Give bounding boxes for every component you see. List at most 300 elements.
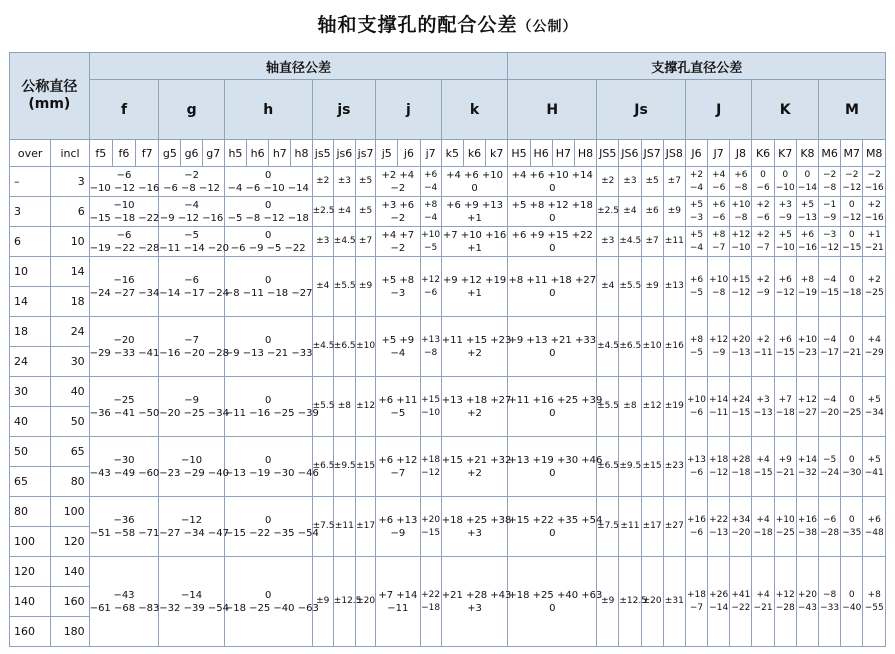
JS-tolerance-cell: ±3 — [597, 227, 619, 257]
tolerance-lower: −21 — [842, 347, 862, 358]
tolerance-lower: −35 — [842, 527, 862, 538]
size-incl: 140 — [51, 557, 89, 587]
J6-tolerance-cell — [685, 167, 707, 197]
size-incl: 160 — [51, 587, 89, 617]
size-incl: 3 — [51, 167, 89, 197]
tolerance-lower: −24 −27 −34 — [89, 287, 160, 299]
tolerance-upper: +18 — [421, 454, 441, 465]
tolerance-upper: +11 +15 +23 — [441, 334, 512, 346]
J7-tolerance-cell — [708, 557, 730, 647]
tolerance-upper: +6 +11 — [378, 394, 418, 406]
j7-tolerance-cell — [420, 197, 441, 227]
tolerance-lower: −11 — [709, 407, 729, 418]
tolerance-upper: +15 — [421, 394, 441, 405]
tolerance-upper: −6 — [184, 274, 199, 286]
size-over: 18 — [10, 317, 51, 347]
tolerance-lower: −21 — [775, 467, 795, 478]
title-main: 轴和支撑孔的配合公差 — [317, 14, 518, 36]
tolerance-upper: −10 — [113, 199, 135, 211]
tolerance-lower: −25 — [775, 527, 795, 538]
tolerance-upper: +34 — [731, 514, 751, 525]
J8-tolerance-cell — [730, 197, 752, 227]
tolerance-upper: +14 — [709, 394, 729, 405]
J7-tolerance-cell — [708, 497, 730, 557]
tolerance-upper: +41 — [731, 589, 751, 600]
JS-tolerance-cell: ±2.5 — [597, 197, 619, 227]
tolerance-upper: +14 — [797, 454, 817, 465]
grade-header: h8 — [291, 140, 312, 167]
tolerance-upper: +16 — [686, 514, 706, 525]
tolerance-lower: −6 −9 −5 −22 — [230, 242, 306, 254]
tolerance-lower: 0 — [549, 182, 556, 194]
size-over: 160 — [10, 617, 51, 647]
tolerance-upper: +15 +21 +32 — [441, 454, 512, 466]
tolerance-class-header: J — [685, 80, 752, 140]
js-tolerance-cell: ±9 — [312, 557, 333, 647]
tolerance-lower: −20 −25 −34 — [159, 407, 229, 419]
M7-tolerance-cell — [841, 317, 863, 377]
tolerance-lower: −25 — [864, 287, 884, 298]
tolerance-upper: +2 +4 — [381, 169, 415, 181]
tolerance-upper: −2 — [867, 169, 881, 180]
js-tolerance-cell: ±12 — [355, 377, 375, 437]
tolerance-upper: +5 +8 +12 +18 — [511, 199, 593, 211]
tolerance-lower: −22 — [731, 602, 751, 613]
tolerance-upper: 0 — [848, 514, 855, 525]
M8-tolerance-cell — [863, 167, 886, 197]
g-tolerance-cell — [159, 317, 229, 377]
M7-tolerance-cell — [841, 557, 863, 647]
tolerance-upper: −2 — [845, 169, 859, 180]
J6-tolerance-cell — [685, 377, 707, 437]
nominal-diameter-header — [10, 53, 90, 140]
JS-tolerance-cell: ±2 — [597, 167, 619, 197]
tolerance-upper: +16 — [797, 514, 817, 525]
tolerance-lower: −10 −12 −16 — [89, 182, 160, 194]
j5-j6-tolerance-cell — [376, 197, 420, 227]
tolerance-upper: +2 — [867, 274, 881, 285]
grade-header: js7 — [355, 140, 375, 167]
hole-tolerance-header: 支撑孔直径公差 — [508, 53, 886, 80]
JS-tolerance-cell: ±6 — [641, 197, 663, 227]
JS-tolerance-cell: ±11 — [619, 497, 641, 557]
tolerance-upper: −36 — [113, 514, 135, 526]
grade-header: JS7 — [641, 140, 663, 167]
grade-header: H7 — [552, 140, 574, 167]
tolerance-upper: −5 — [184, 229, 199, 241]
js-tolerance-cell: ±6.5 — [312, 437, 333, 497]
grade-header: k7 — [486, 140, 508, 167]
tolerance-lower: −16 −20 −28 — [159, 347, 229, 359]
H-tolerance-cell — [508, 197, 597, 227]
K8-tolerance-cell — [796, 377, 818, 437]
j5-j6-tolerance-cell — [376, 437, 420, 497]
tolerance-upper: +8 — [800, 274, 815, 285]
js-tolerance-cell: ±10 — [355, 317, 375, 377]
js-tolerance-cell: ±8 — [333, 377, 355, 437]
M7-tolerance-cell — [841, 227, 863, 257]
tolerance-upper: −6 — [822, 514, 837, 525]
tolerance-upper: +4 — [756, 589, 770, 600]
size-over: 10 — [10, 257, 51, 287]
H-tolerance-cell — [508, 437, 603, 497]
tolerance-upper: +8 +11 +18 +27 — [508, 274, 597, 286]
tolerance-lower: −6 −8 −12 — [163, 182, 221, 194]
JS-tolerance-cell: ±9 — [663, 197, 685, 227]
JS-tolerance-cell: ±7 — [663, 167, 685, 197]
M7-tolerance-cell — [841, 377, 863, 437]
K7-tolerance-cell — [774, 377, 796, 437]
grade-header: f7 — [136, 140, 159, 167]
J8-tolerance-cell — [730, 167, 752, 197]
tolerance-upper: +20 — [731, 334, 751, 345]
tolerance-lower: −7 — [390, 467, 406, 479]
tolerance-upper: 0 — [760, 169, 766, 180]
tolerance-lower: −12 — [709, 467, 729, 478]
tolerance-lower: 0 — [549, 602, 556, 614]
K6-tolerance-cell — [752, 557, 774, 647]
size-incl: 14 — [51, 257, 89, 287]
tolerance-upper: +10 — [686, 394, 706, 405]
tolerance-upper: +2 — [756, 199, 770, 210]
grade-header: JS8 — [663, 140, 685, 167]
tolerance-lower: −13 −19 −30 −46 — [224, 467, 319, 479]
tolerance-upper: +11 +16 +25 +39 — [508, 394, 603, 406]
table-row — [10, 227, 886, 257]
tolerance-lower: −18 — [753, 527, 773, 538]
tolerance-lower: −5 — [689, 287, 704, 298]
K6-tolerance-cell — [752, 167, 774, 197]
size-over: 80 — [10, 497, 51, 527]
tolerance-lower: +2 — [467, 407, 482, 419]
tolerance-lower: −15 — [820, 287, 840, 298]
tolerance-lower: −15 — [842, 242, 862, 253]
tolerance-upper: +22 — [421, 589, 441, 600]
tolerance-lower: −14 — [709, 602, 729, 613]
tolerance-lower: −12 — [775, 287, 795, 298]
H-tolerance-cell — [508, 377, 603, 437]
tolerance-lower: −11 −16 −25 −39 — [224, 407, 319, 419]
js-tolerance-cell: ±9.5 — [333, 437, 355, 497]
K6-tolerance-cell — [752, 437, 774, 497]
tolerance-lower: −2 — [390, 182, 406, 194]
j5-j6-tolerance-cell — [376, 167, 420, 197]
tolerance-upper: 0 — [782, 169, 789, 180]
tolerance-upper: +26 — [709, 589, 729, 600]
M7-tolerance-cell — [841, 167, 863, 197]
tolerance-upper: 0 — [265, 229, 272, 241]
tolerance-upper: −6 — [116, 169, 132, 181]
tolerance-lower: −16 — [864, 182, 884, 193]
tolerance-upper: +5 — [689, 229, 704, 240]
tolerance-upper: +6 +12 — [378, 454, 418, 466]
tolerance-upper: +20 — [797, 589, 817, 600]
tolerance-lower: −18 — [775, 407, 795, 418]
js-tolerance-cell: ±11 — [333, 497, 355, 557]
tolerance-lower: −32 — [797, 467, 817, 478]
JS-tolerance-cell: ±13 — [663, 257, 685, 317]
J8-tolerance-cell — [730, 497, 752, 557]
tolerance-lower: −8 — [734, 182, 748, 193]
grade-header: h7 — [269, 140, 291, 167]
tolerance-lower: −6 — [712, 212, 726, 223]
tolerance-lower: +2 — [467, 467, 482, 479]
tolerance-lower: −23 −29 −40 — [159, 467, 229, 479]
size-over: 140 — [10, 587, 51, 617]
size-over: – — [10, 167, 51, 197]
M6-tolerance-cell — [819, 497, 841, 557]
tolerance-lower: −16 — [864, 212, 884, 223]
tolerance-lower: −5 — [423, 242, 438, 253]
JS-tolerance-cell: ±4 — [597, 257, 619, 317]
js-tolerance-cell: ±4 — [333, 197, 355, 227]
grade-header: H5 — [508, 140, 530, 167]
tolerance-upper: +7 +10 +16 — [442, 229, 507, 241]
JS-tolerance-cell: ±6.5 — [619, 317, 641, 377]
tolerance-upper: −4 — [822, 274, 837, 285]
tolerance-lower: −15 — [421, 527, 441, 538]
js-tolerance-cell: ±17 — [355, 497, 375, 557]
k-tolerance-cell — [441, 227, 508, 257]
JS-tolerance-cell: ±15 — [641, 437, 663, 497]
tolerance-lower: −6 — [423, 287, 438, 298]
f-tolerance-cell — [89, 497, 159, 557]
M8-tolerance-cell — [863, 257, 886, 317]
tolerance-upper: −20 — [113, 334, 135, 346]
grade-header: f5 — [89, 140, 112, 167]
JS-tolerance-cell: ±7.5 — [597, 497, 619, 557]
tolerance-lower: −43 — [797, 602, 817, 613]
tolerance-class-header: M — [819, 80, 886, 140]
js-tolerance-cell: ±5.5 — [312, 377, 333, 437]
K7-tolerance-cell — [774, 257, 796, 317]
js-tolerance-cell: ±4 — [312, 257, 333, 317]
grade-header: js5 — [312, 140, 333, 167]
js-tolerance-cell: ±15 — [355, 437, 375, 497]
k-tolerance-cell — [441, 497, 512, 557]
J6-tolerance-cell — [685, 197, 707, 227]
tolerance-upper: 0 — [265, 274, 272, 286]
tolerance-upper: 0 — [265, 589, 272, 601]
tolerance-lower: 0 — [549, 467, 556, 479]
K8-tolerance-cell — [796, 557, 818, 647]
tolerance-lower: −2 — [390, 242, 406, 254]
k-tolerance-cell — [441, 197, 508, 227]
size-over: 40 — [10, 407, 51, 437]
tolerance-lower: −7 — [712, 242, 726, 253]
tolerance-lower: −29 −33 −41 — [89, 347, 160, 359]
M8-tolerance-cell — [863, 377, 886, 437]
K7-tolerance-cell — [774, 437, 796, 497]
tolerance-upper: +2 — [689, 169, 704, 180]
size-incl: 100 — [51, 497, 89, 527]
K7-tolerance-cell — [774, 167, 796, 197]
js-tolerance-cell: ±20 — [355, 557, 375, 647]
tolerance-upper: +4 +6 +10 — [446, 169, 504, 181]
tolerance-upper: +5 — [689, 199, 704, 210]
tolerance-upper: +10 — [421, 229, 441, 240]
tolerance-upper: +6 — [712, 199, 726, 210]
tolerance-upper: −2 — [822, 169, 837, 180]
tolerance-lower: −5 — [390, 407, 406, 419]
J8-tolerance-cell — [730, 227, 752, 257]
tolerance-lower: −11 — [387, 602, 409, 614]
j5-j6-tolerance-cell — [376, 377, 420, 437]
f-tolerance-cell — [89, 197, 159, 227]
grade-header: J7 — [708, 140, 730, 167]
k-tolerance-cell — [441, 257, 508, 317]
J7-tolerance-cell — [708, 437, 730, 497]
tolerance-upper: +6 — [800, 229, 815, 240]
j5-j6-tolerance-cell — [376, 497, 420, 557]
tolerance-upper: +10 — [775, 514, 795, 525]
tolerance-upper: +2 — [756, 229, 770, 240]
tolerance-lower: −4 — [689, 182, 704, 193]
f-tolerance-cell — [89, 557, 159, 647]
h-tolerance-cell — [224, 257, 312, 317]
shaft-tolerance-header: 轴直径公差 — [89, 53, 508, 80]
size-incl: 50 — [51, 407, 89, 437]
page-title — [0, 10, 895, 37]
incl-header: incl — [51, 140, 89, 167]
tolerance-lower: −15 −22 −35 −54 — [224, 527, 319, 539]
JS-tolerance-cell: ±7 — [641, 227, 663, 257]
JS-tolerance-cell: ±3 — [619, 167, 641, 197]
tolerance-upper: −4 — [822, 334, 837, 345]
tolerance-lower: −12 — [731, 287, 751, 298]
JS-tolerance-cell: ±27 — [663, 497, 685, 557]
size-over: 100 — [10, 527, 51, 557]
M7-tolerance-cell — [841, 497, 863, 557]
tolerance-lower: −5 — [689, 347, 704, 358]
tolerance-lower: −3 — [390, 287, 406, 299]
tolerance-upper: +8 — [867, 589, 881, 600]
tolerance-upper: +9 — [778, 454, 792, 465]
tolerance-lower: +3 — [467, 602, 482, 614]
tolerance-lower: −17 — [820, 347, 840, 358]
tolerance-upper: +12 — [709, 334, 729, 345]
tolerance-upper: +3 +6 — [381, 199, 415, 211]
tolerance-lower: −38 — [797, 527, 817, 538]
size-incl: 65 — [51, 437, 89, 467]
K6-tolerance-cell — [752, 317, 774, 377]
table-row — [10, 257, 886, 287]
tolerance-upper: +13 — [686, 454, 706, 465]
tolerance-lower: −40 — [842, 602, 862, 613]
grade-header: h5 — [224, 140, 246, 167]
tolerance-upper: +3 — [756, 394, 770, 405]
j7-tolerance-cell — [420, 167, 441, 197]
size-incl: 6 — [51, 197, 89, 227]
h-tolerance-cell — [224, 497, 319, 557]
tolerance-lower: −15 — [731, 407, 751, 418]
M6-tolerance-cell — [819, 437, 841, 497]
H-tolerance-cell — [508, 497, 603, 557]
J8-tolerance-cell — [730, 257, 752, 317]
tolerance-class-header: j — [376, 80, 442, 140]
over-header: over — [10, 140, 51, 167]
tolerance-upper: −16 — [113, 274, 135, 286]
g-tolerance-cell — [159, 227, 229, 257]
J6-tolerance-cell — [685, 557, 707, 647]
tolerance-upper: −8 — [822, 589, 837, 600]
tolerance-lower: +1 — [467, 242, 482, 254]
tolerance-upper: +12 — [797, 394, 817, 405]
f-tolerance-cell — [89, 257, 159, 317]
H-tolerance-cell — [508, 257, 597, 317]
tolerance-lower: −10 — [775, 242, 795, 253]
tolerance-upper: −1 — [822, 199, 837, 210]
tolerance-upper: +5 +8 — [381, 274, 415, 286]
tolerance-lower: −4 — [423, 212, 438, 223]
tolerance-lower: −15 — [775, 347, 795, 358]
J7-tolerance-cell — [708, 317, 730, 377]
tolerance-lower: −20 — [820, 407, 840, 418]
grade-header: g7 — [202, 140, 224, 167]
J7-tolerance-cell — [708, 377, 730, 437]
tolerance-lower: −13 — [753, 407, 773, 418]
K8-tolerance-cell — [796, 227, 818, 257]
tolerance-upper: +4 +7 — [381, 229, 415, 241]
J7-tolerance-cell — [708, 197, 730, 227]
tolerance-upper: −2 — [184, 169, 199, 181]
tolerance-upper: +13 +19 +30 +46 — [508, 454, 603, 466]
tolerance-lower: −15 — [753, 467, 773, 478]
JS-tolerance-cell: ±5.5 — [619, 257, 641, 317]
corner-line-1: 公称直径 — [21, 79, 78, 95]
k-tolerance-cell — [441, 437, 512, 497]
tolerance-class-header: k — [441, 80, 508, 140]
tolerance-upper: −5 — [822, 454, 837, 465]
table-row — [10, 437, 886, 467]
J7-tolerance-cell — [708, 167, 730, 197]
tolerance-upper: −25 — [113, 394, 135, 406]
tolerance-lower: −6 — [756, 212, 770, 223]
size-incl: 10 — [51, 227, 89, 257]
tolerance-lower: −12 — [421, 467, 441, 478]
tolerance-upper: +8 — [689, 334, 704, 345]
K7-tolerance-cell — [774, 557, 796, 647]
tolerance-class-header: f — [89, 80, 159, 140]
JS-tolerance-cell: ±8 — [619, 377, 641, 437]
grade-header: M8 — [863, 140, 886, 167]
tolerance-lower: −41 — [864, 467, 884, 478]
tolerance-lower: −2 — [390, 212, 406, 224]
tolerance-lower: −15 −18 −22 — [89, 212, 160, 224]
tolerance-lower: −30 — [842, 467, 862, 478]
K8-tolerance-cell — [796, 197, 818, 227]
j7-tolerance-cell — [420, 497, 441, 557]
tolerance-lower: −10 — [775, 182, 795, 193]
tolerance-lower: −28 — [775, 602, 795, 613]
grade-header: js6 — [333, 140, 355, 167]
j7-tolerance-cell — [420, 317, 441, 377]
JS-tolerance-cell: ±23 — [663, 437, 685, 497]
tolerance-lower: −19 −22 −28 — [89, 242, 160, 254]
j7-tolerance-cell — [420, 557, 441, 647]
js-tolerance-cell: ±2.5 — [312, 197, 333, 227]
tolerance-upper: 0 — [804, 169, 811, 180]
size-incl: 120 — [51, 527, 89, 557]
tolerance-upper: 0 — [265, 199, 272, 211]
grade-header: j7 — [420, 140, 441, 167]
grade-header: JS6 — [619, 140, 641, 167]
tolerance-upper: 0 — [265, 334, 272, 346]
tolerance-lower: −8 — [712, 287, 726, 298]
table-row — [10, 167, 886, 197]
tolerance-lower: −11 — [753, 347, 773, 358]
tolerance-upper: 0 — [265, 394, 272, 406]
